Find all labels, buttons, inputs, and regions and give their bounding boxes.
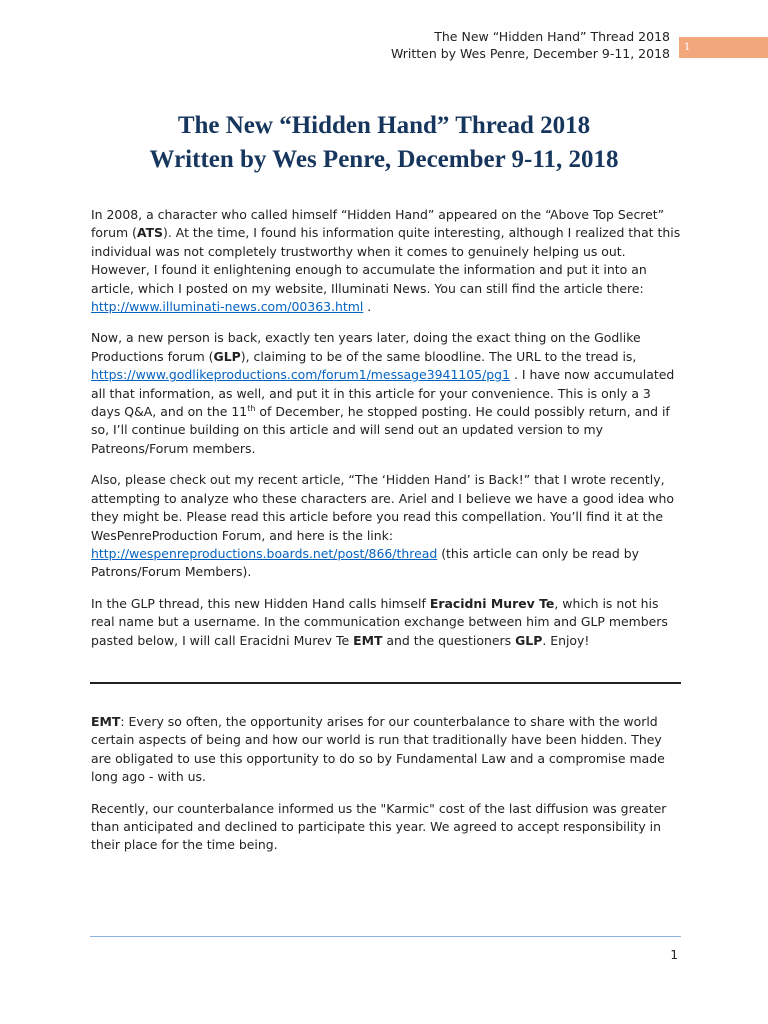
title-line-2: Written by Wes Penre, December 9-11, 2018 [149,146,619,173]
bold-text: Eracidni Murev Te [429,595,555,611]
text: ), claiming to be of the same bloodline. The URL to the tread is, [240,348,637,364]
text: Recently, our counterbalance informed us the "Karmic" cost of the last diffusion was greater than anticipated and declined to participate this year. We agreed to accept responsibility in their place for the time being. [91,800,667,853]
text: (this article can only be read by Patrons/Forum Members). [91,545,639,580]
bold-text: EMT [353,632,383,648]
paragraph-3 [91,471,681,581]
paragraph-5 [91,713,681,787]
header-title: The New “Hidden Hand” Thread 2018 [434,29,670,44]
text: and the questioners [382,632,516,648]
bold-text: ATS [136,225,164,241]
header-subtitle: Written by Wes Penre, December 9-11, 2018 [390,46,670,61]
dialogue-section [91,713,681,868]
paragraph-2 [91,329,681,458]
footer-page-number: 1 [670,948,678,962]
godlike-productions-link[interactable]: https://www.godlikeproductions.com/forum1/message3941105/pg1 [91,367,510,383]
illuminati-news-link[interactable]: http://www.illuminati-news.com/00363.html [91,299,364,315]
text: . Enjoy! [542,632,590,648]
page-header [391,28,670,62]
footer-divider [90,936,681,937]
speaker-label: EMT [91,714,121,729]
bold-text: GLP [213,348,241,364]
page-number-tab: 1 [679,37,768,58]
text: , which is not his real name but a username. In the communication exchange between him and GLP members pasted below, I will call Eracidni Murev Te [91,595,668,648]
paragraph-1 [91,206,681,316]
text: Also, please check out my recent article, “The ‘Hidden Hand’ is Back!” that I wrote recently, attempting to analyze who these characters are. Ariel and I believe we have a good idea who they might be. Please read this article before you read this compellation. You’ll find it at the WesPenreProduction Forum, and here is the link: [91,472,674,543]
text: Now, a new person is back, exactly ten years later, doing the exact thing on the Godlike Productions forum ( [91,330,641,364]
paragraph-4 [91,595,681,650]
text: of December, he stopped posting. He could possibly return, and if so, I’ll continue building on this article and will send out an updated version to my Patreons/Forum members. [91,404,670,456]
section-divider [90,682,681,684]
text: In 2008, a character who called himself “Hidden Hand” appeared on the “Above Top Secret” forum ( [91,207,665,241]
title-line-1: The New “Hidden Hand” Thread 2018 [177,112,591,139]
intro-section [91,206,681,663]
text: : Every so often, the opportunity arises for our counterbalance to share with the world certain aspects of being and how our world is run that traditionally have been hidden. They are obligated to use this opportunity to do so by Fundamental Law and a compromise made long ago - with us. [91,714,665,785]
superscript: th [247,403,256,413]
text: . [363,299,372,315]
text: . I have now accumulated all that information, as well, and put it in this article for your convenience. This is only a 3 days Q&A, and on the 11 [91,367,675,420]
wespenre-forum-link[interactable]: http://wespenreproductions.boards.net/post/866/thread [91,545,438,561]
paragraph-6 [91,800,681,855]
text: In the GLP thread, this new Hidden Hand calls himself [91,595,430,611]
text: ). At the time, I found his information quite interesting, although I realized that this individual was not completely trustworthy when it comes to genuinely helping us out. However, I found it enlightening enough to accumulate the information and put it into an article, which I posted on my website, Illuminati News. You can still find the article there: [91,225,681,296]
document-title [0,109,768,177]
bold-text: GLP [515,632,543,648]
